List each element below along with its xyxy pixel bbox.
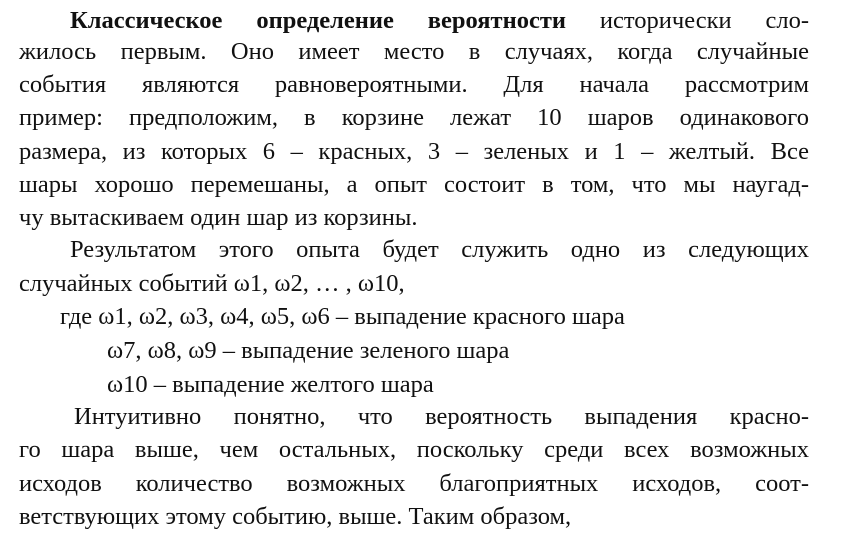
paragraph-1-line-1 [70,6,809,36]
paragraph-1-line-4: пример: предположим, в корзине лежат 10 шаров одинакового [19,104,809,131]
event-yellow-ball: ω10 – выпадение желтого шара [107,371,434,398]
paragraph-1-line-2: жилось первым. Оно имеет место в случаях, когда случайные [19,38,809,65]
paragraph-3-line-4: ветствующих этому событию, выше. Таким образом, [19,503,572,530]
paragraph-3-line-2: го шара выше, чем остальных, поскольку среди всех возможных [19,436,809,463]
event-red-ball: где ω1, ω2, ω3, ω4, ω5, ω6 – выпадение красного шара [60,303,625,330]
paragraph-1-line-6: шары хорошо перемешаны, а опыт состоит в том, что мы наугад- [19,171,809,198]
term-classical-probability: Классическое определение вероятности [70,7,566,34]
event-green-ball: ω7, ω8, ω9 – выпадение зеленого шара [107,337,510,364]
paragraph-3-line-1: Интуитивно понятно, что вероятность выпадения красно- [74,403,809,430]
paragraph-1-line-7: чу вытаскиваем один шар из корзины. [19,204,418,231]
paragraph-3-line-3: исходов количество возможных благоприятных исходов, соот- [19,470,809,497]
paragraph-2-line-1: Результатом этого опыта будет служить одно из следующих [70,236,809,263]
paragraph-2-line-2: случайных событий ω1, ω2, … , ω10, [19,270,405,297]
paragraph-1-line-1-rest: исторически сло- [565,7,810,34]
paragraph-1-line-5: размера, из которых 6 – красных, 3 – зеленых и 1 – желтый. Все [19,138,809,165]
paragraph-1-line-3: события являются равновероятными. Для начала рассмотрим [19,71,809,98]
